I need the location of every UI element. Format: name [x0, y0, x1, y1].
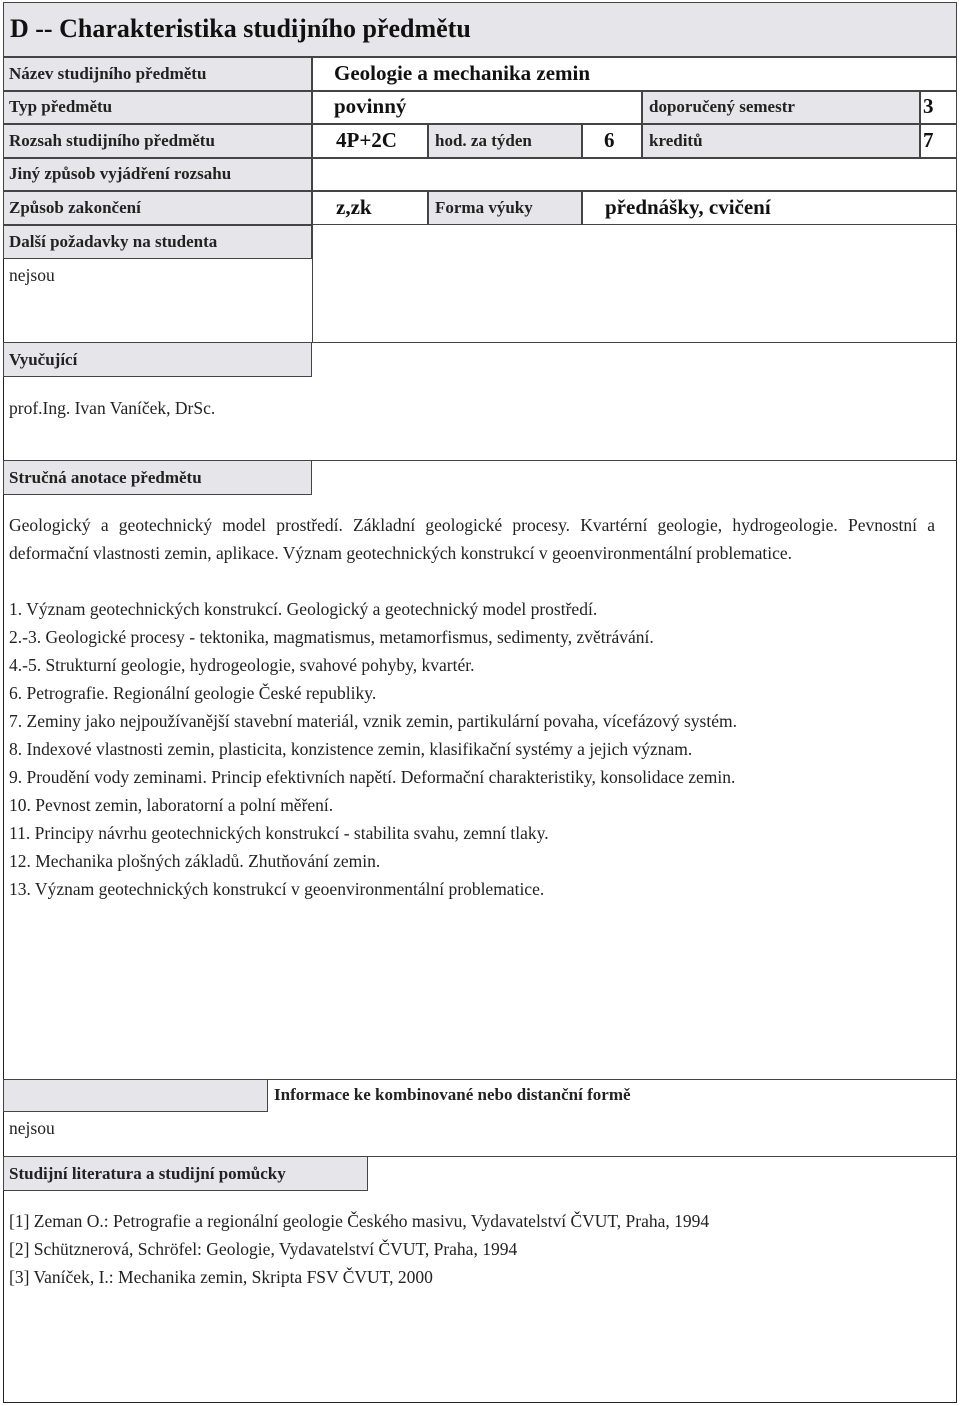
pozadavky-label: Další požadavky na studenta [9, 232, 218, 251]
list-item: 10. Pevnost zemin, laboratorní a polní měření. [9, 795, 334, 815]
anotace-intro [9, 511, 935, 567]
kredity-label: kreditů [649, 131, 703, 150]
kombinovana-value: nejsou [9, 1118, 55, 1138]
list-item: 8. Indexové vlastnosti zemin, plasticita, konzistence zemin, klasifikační systémy a jejich význam. [9, 739, 693, 759]
list-item: 11. Principy návrhu geotechnických konstrukcí - stabilita svahu, zemní tlaky. [9, 823, 549, 843]
kombinovana-label: Informace ke kombinované nebo distanční formě [274, 1085, 631, 1104]
semestr-label: doporučený semestr [649, 97, 795, 116]
list-item: 1. Význam geotechnických konstrukcí. Geologický a geotechnický model prostředí. [9, 599, 598, 619]
reference-item: [1] Zeman O.: Petrografie a regionální geologie Českého masivu, Vydavatelství ČVUT, Praha, 1994 [9, 1211, 710, 1231]
hod-value: 6 [604, 128, 615, 152]
kredity-value: 7 [923, 128, 934, 152]
reference-item: [3] Vaníček, I.: Mechanika zemin, Skripta FSV ČVUT, 2000 [9, 1267, 433, 1287]
nazev-value: Geologie a mechanika zemin [334, 61, 591, 85]
list-item: 4.-5. Strukturní geologie, hydrogeologie, svahové pohyby, kvartér. [9, 655, 475, 675]
typ-label: Typ předmětu [9, 97, 113, 116]
page-title: D -- Charakteristika studijního předmětu [10, 14, 471, 43]
jiny-value-cell [312, 158, 957, 191]
vyucujici-label: Vyučující [9, 350, 78, 369]
list-item: 6. Petrografie. Regionální geologie České republiky. [9, 683, 377, 703]
anotace-label: Stručná anotace předmětu [9, 468, 202, 487]
list-item: 7. Zeminy jako nejpoužívanější stavební materiál, vznik zemin, partikulární povaha, vícefázový systém. [9, 711, 737, 731]
jiny-label: Jiný způsob vyjádření rozsahu [9, 164, 232, 183]
anotace-intro-text: Geologický a geotechnický model prostředí. Základní geologické procesy. Kvartérní geologie, hydrogeologie. Pevnostní a deformační vlastnosti zemin, aplikace. Význam geotechnických konstrukcí v geoenvironmentální problematice. [9, 515, 935, 563]
zakonceni-label: Způsob zakončení [9, 198, 141, 217]
typ-value: povinný [334, 94, 407, 118]
pozadavky-value: nejsou [9, 265, 55, 285]
literatura-label: Studijní literatura a studijní pomůcky [9, 1164, 286, 1183]
zakonceni-value: z,zk [336, 195, 372, 219]
forma-value: přednášky, cvičení [605, 195, 771, 219]
kombinovana-left-cell [3, 1079, 268, 1112]
rozsah-label: Rozsah studijního předmětu [9, 131, 215, 150]
list-item: 12. Mechanika plošných základů. Zhutňování zemin. [9, 851, 381, 871]
vyucujici-value: prof.Ing. Ivan Vaníček, DrSc. [9, 398, 216, 418]
list-item: 13. Význam geotechnických konstrukcí v geoenvironmentální problematice. [9, 879, 545, 899]
list-item: 2.-3. Geologické procesy - tektonika, magmatismus, metamorfismus, sedimenty, zvětrávání. [9, 627, 654, 647]
forma-label: Forma výuky [435, 198, 533, 217]
semestr-value: 3 [923, 94, 934, 118]
rozsah-value: 4P+2C [336, 128, 397, 152]
pozadavky-blank-cell [312, 225, 957, 343]
reference-item: [2] Schütznerová, Schröfel: Geologie, Vydavatelství ČVUT, Praha, 1994 [9, 1239, 518, 1259]
list-item: 9. Proudění vody zeminami. Princip efektivních napětí. Deformační charakteristiky, konsolidace zemin. [9, 767, 736, 787]
nazev-label: Název studijního předmětu [9, 64, 207, 83]
hod-label: hod. za týden [435, 131, 532, 150]
